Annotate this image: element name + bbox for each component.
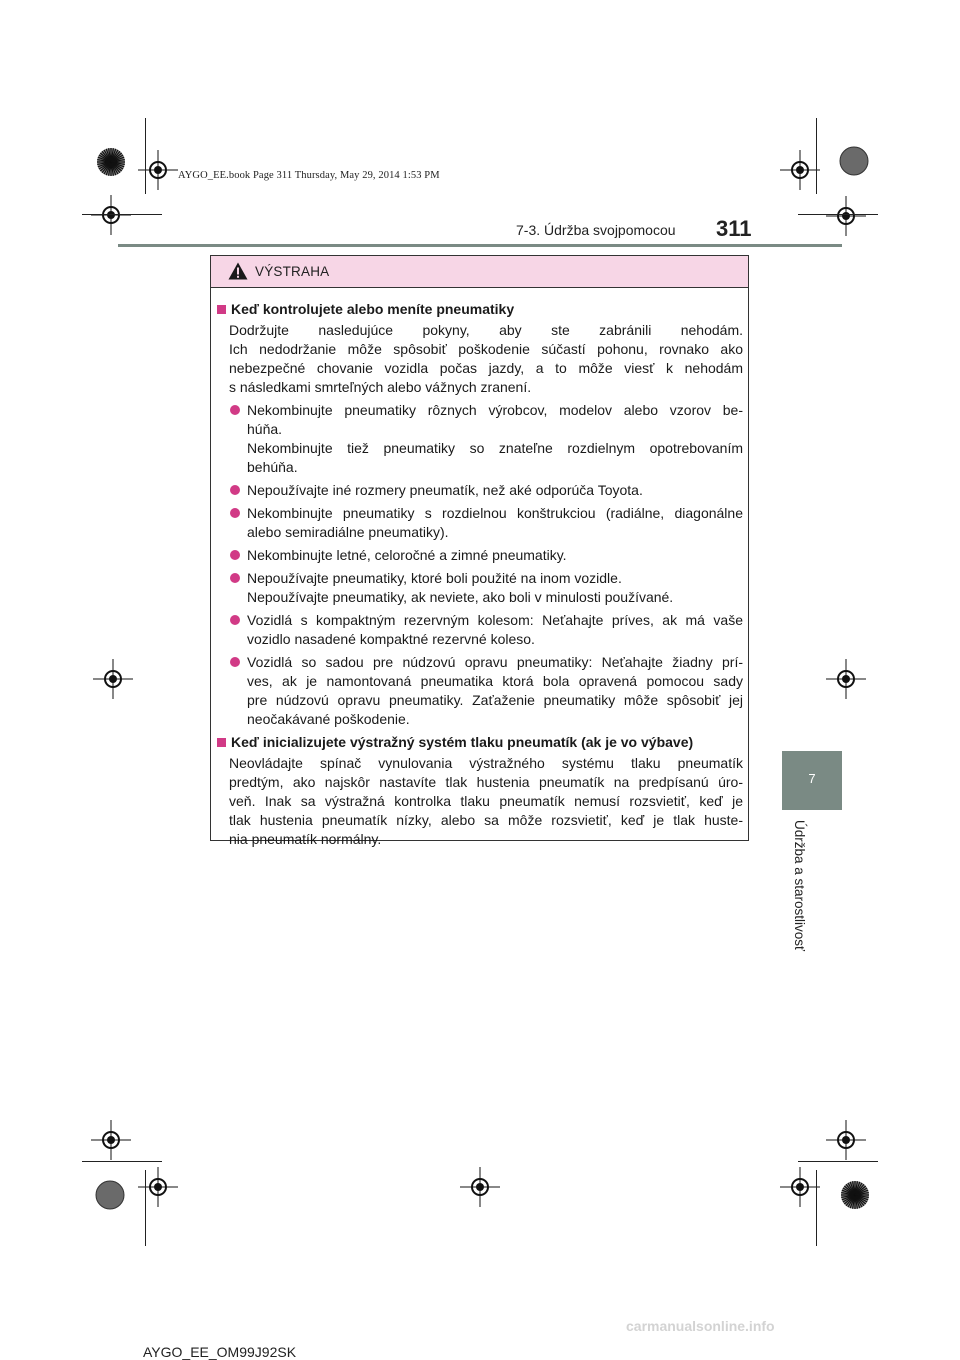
registration-target-icon: [138, 1167, 178, 1207]
warning-bullet-item: [229, 481, 743, 500]
bullet-line: vozidlo nasadené kompaktné rezervné koleso.: [247, 631, 535, 647]
warning-section-heading-text: Keď kontrolujete alebo meníte pneumatiky: [231, 301, 515, 317]
bullet-line: Vozidlá s kompaktným rezervným kolesom: Neťahajte príves, ak má vaše: [247, 612, 743, 628]
book-stamp: AYGO_EE.book Page 311 Thursday, May 29, 2014 1:53 PM: [178, 170, 440, 181]
paragraph-line: nia pneumatík normálny.: [229, 831, 382, 847]
round-bullet-icon: [230, 405, 240, 415]
bullet-line: neočakávané poškodenie.: [247, 711, 410, 727]
registration-target-icon: [826, 659, 866, 699]
bullet-line: Nekombinujte pneumatiky rôznych výrobcov, modelov alebo vzorov be-: [247, 402, 743, 418]
round-bullet-icon: [230, 615, 240, 625]
section-title: 7-3. Údržba svojpomocou: [516, 222, 676, 238]
bullet-line: húňa.: [247, 421, 283, 437]
warning-box: [210, 255, 749, 847]
bullet-line: Nekombinujte letné, celoročné a zimné pneumatiky.: [247, 547, 567, 563]
crop-line: [82, 214, 162, 215]
bullet-line: pre núdzovú opravu pneumatiky. Zaťaženie pneumatiky môže spôsobiť jej: [247, 692, 743, 708]
chapter-tab: [782, 751, 842, 810]
warning-title: VÝSTRAHA: [255, 264, 330, 279]
warning-bullet-item: [229, 611, 743, 649]
warning-bullet-item: [229, 504, 743, 542]
registration-target-icon: [826, 1120, 866, 1160]
warning-section-heading: [217, 300, 743, 319]
warning-bullet-item: [229, 653, 743, 729]
watermark: carmanualsonline.info: [626, 1318, 775, 1334]
crop-line: [798, 1161, 878, 1162]
warning-header: [211, 256, 748, 288]
chapter-side-label: Údržba a starostlivosť: [792, 820, 807, 952]
warning-paragraph: [229, 754, 743, 849]
registration-target-icon: [780, 1167, 820, 1207]
paragraph-line: nebezpečné chovanie vozidla počas jazdy, a to môže viesť k nehodám: [229, 360, 743, 376]
bullet-line: Vozidlá so sadou pre núdzovú opravu pneumatiky: Neťahajte žiadny prí-: [247, 654, 743, 670]
registration-starburst-icon: [839, 1179, 871, 1211]
bullet-line: Nepoužívajte pneumatiky, ak neviete, ako boli v minulosti používané.: [247, 589, 674, 605]
registration-disc-icon: [94, 1179, 126, 1211]
paragraph-line: tlak hustenia pneumatík nízky, alebo sa môže rozsvietiť, keď je tlak huste-: [229, 812, 743, 828]
crop-line: [816, 118, 817, 194]
round-bullet-icon: [230, 657, 240, 667]
square-bullet-icon: [217, 738, 226, 747]
round-bullet-icon: [230, 550, 240, 560]
registration-target-icon: [91, 195, 131, 235]
registration-target-icon: [91, 1120, 131, 1160]
crop-line: [798, 214, 878, 215]
paragraph-line: predtým, ako najskôr nastavíte tlak hustenia pneumatík na predpísanú úro-: [229, 774, 743, 790]
warning-section-heading: [217, 733, 743, 752]
warning-section-heading-text: Keď inicializujete výstražný systém tlaku pneumatík (ak je vo výbave): [231, 734, 694, 750]
crop-line: [145, 1170, 146, 1246]
paragraph-line: Ich nedodržanie môže spôsobiť poškodenie súčastí pohonu, rovnako ako: [229, 341, 743, 357]
round-bullet-icon: [230, 508, 240, 518]
square-bullet-icon: [217, 305, 226, 314]
registration-starburst-icon: [95, 146, 127, 178]
registration-target-icon: [93, 659, 133, 699]
crop-line: [145, 118, 146, 194]
bullet-line: Nekombinujte pneumatiky s rozdielnou konštrukciou (radiálne, diagonálne: [247, 505, 743, 521]
warning-bullet-item: [229, 401, 743, 477]
bullet-line: ves, ak je namontovaná pneumatika ktorá bola opravená pomocou sady: [247, 673, 743, 689]
crop-line: [82, 1161, 162, 1162]
bullet-line: alebo semiradiálne pneumatiky).: [247, 524, 449, 540]
document-code: AYGO_EE_OM99J92SK: [143, 1344, 297, 1360]
warning-bullet-item: [229, 546, 743, 565]
round-bullet-icon: [230, 485, 240, 495]
crop-line: [816, 1170, 817, 1246]
warning-paragraph: [229, 321, 743, 397]
warning-triangle-icon: [228, 262, 248, 280]
round-bullet-icon: [230, 573, 240, 583]
paragraph-line: s následkami smrteľných alebo vážnych zranení.: [229, 379, 532, 395]
bullet-line: Nepoužívajte iné rozmery pneumatík, než aké odporúča Toyota.: [247, 482, 643, 498]
paragraph-line: Neovládajte spínač vynulovania výstražného systému tlaku pneumatík: [229, 755, 743, 771]
paragraph-line: Dodržujte nasledujúce pokyny, aby ste zabránili nehodám.: [229, 322, 743, 338]
warning-bullet-item: [229, 569, 743, 607]
registration-disc-icon: [838, 145, 870, 177]
bullet-line: Nekombinujte tiež pneumatiky so znateľne rozdielnym opotrebovaním: [247, 440, 743, 456]
page-number: 311: [716, 216, 752, 241]
chapter-tab-number: 7: [808, 771, 816, 786]
bullet-line: Nepoužívajte pneumatiky, ktoré boli použité na inom vozidle.: [247, 570, 622, 586]
paragraph-line: veň. Inak sa výstražná kontrolka tlaku pneumatík nemusí rozsvietiť, keď je: [229, 793, 743, 809]
registration-target-icon: [138, 150, 178, 190]
warning-content: [217, 300, 743, 853]
registration-target-icon: [780, 150, 820, 190]
registration-target-icon: [826, 196, 866, 236]
registration-target-icon: [460, 1167, 500, 1207]
bullet-line: behúňa.: [247, 459, 298, 475]
header-rule: [118, 244, 842, 247]
